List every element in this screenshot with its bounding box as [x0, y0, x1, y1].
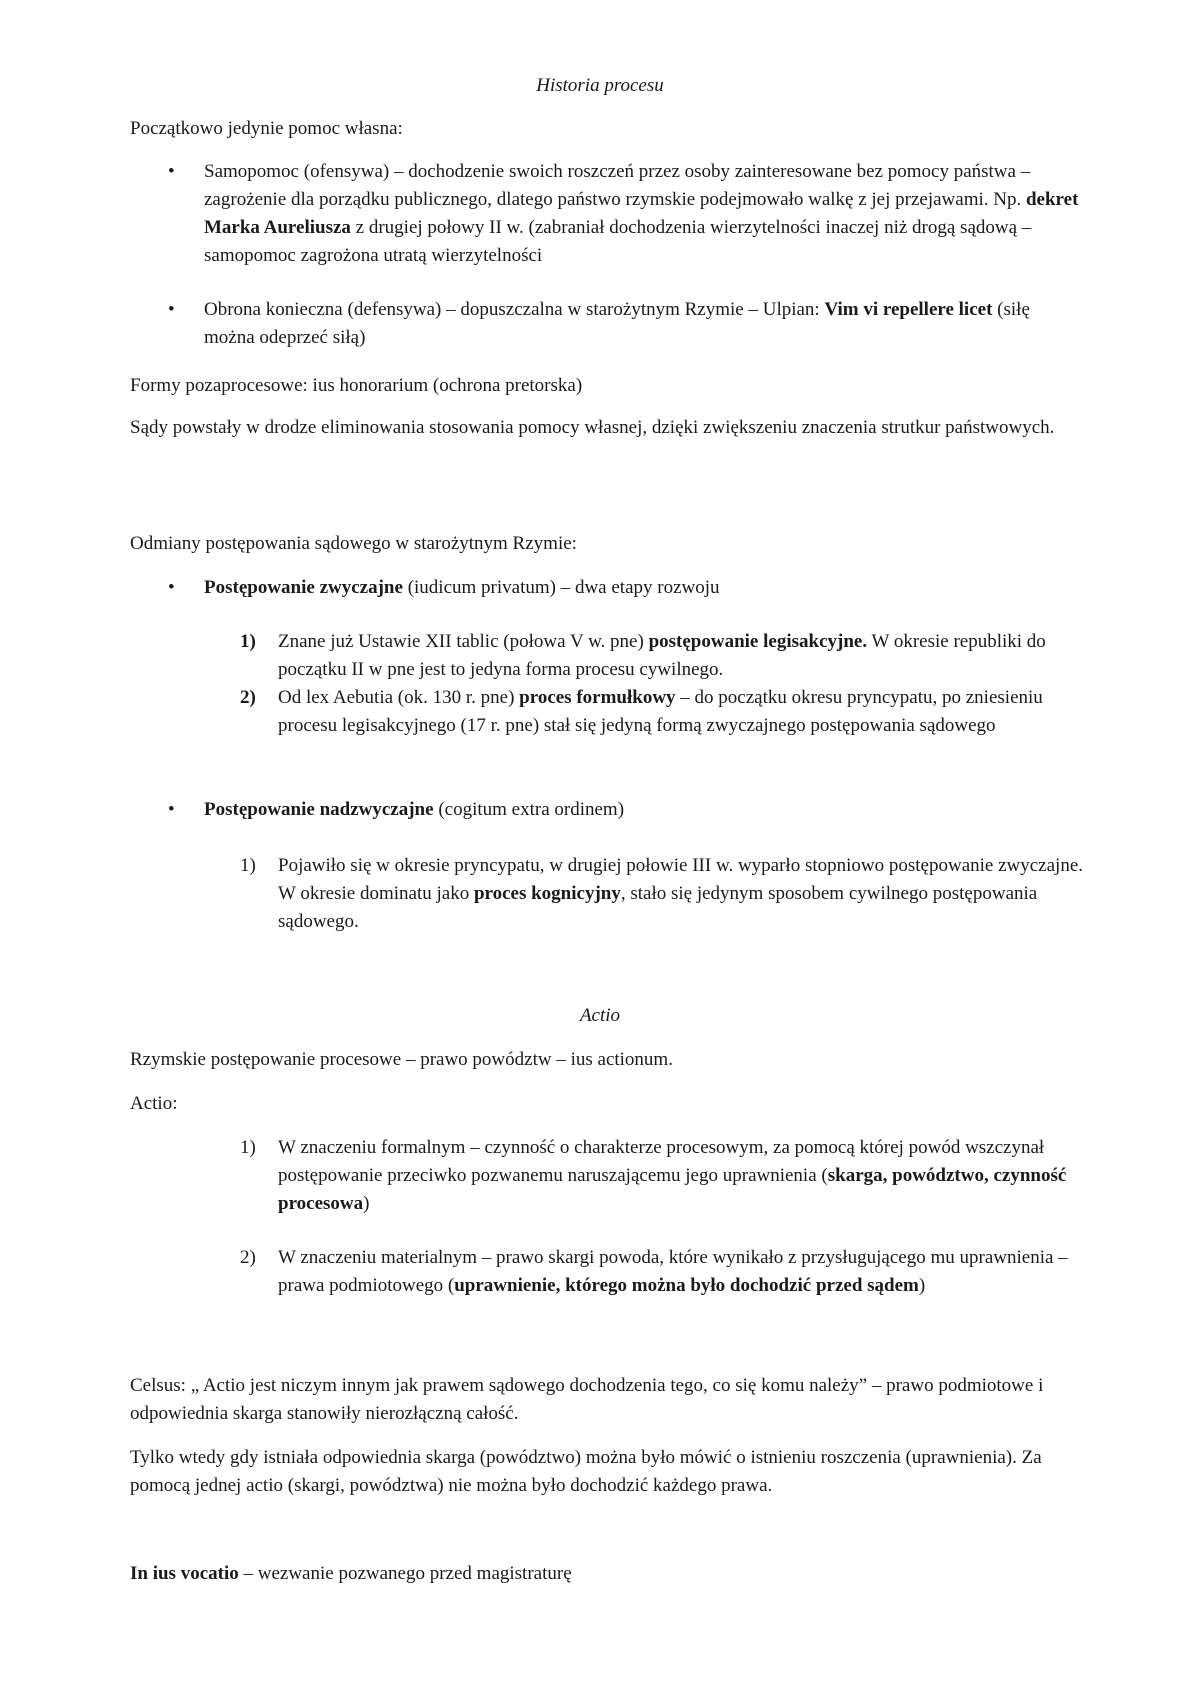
paragraph-actio-label: Actio: [130, 1093, 178, 1114]
bullet-postepowanie-zwyczajne: Postępowanie zwyczajne (iudicum privatum) – dwa etapy rozwoju [204, 577, 720, 598]
list-number: 1) [240, 1137, 256, 1158]
paragraph-formy: Formy pozaprocesowe: ius honorarium (ochrona pretorska) [130, 375, 583, 396]
paragraph-in-ius-vocatio: In ius vocatio – wezwanie pozwanego przed magistraturę [130, 1563, 572, 1584]
paragraph-odmiany: Odmiany postępowania sądowego w starożytnym Rzymie: [130, 533, 577, 554]
paragraph-intro: Początkowo jedynie pomoc własna: [130, 118, 403, 139]
bullet-icon [168, 796, 188, 824]
list-item-znaczenie-formalne: W znaczeniu formalnym – czynność o charakterze procesowym, za pomocą której powód wszczynał postępowanie przeciwko pozwanemu naruszającemu jego uprawnienia (skarga, powództwo, czynność procesowa) [278, 1137, 1067, 1214]
heading-historia-procesu: Historia procesu [536, 75, 664, 96]
bullet-obrona-konieczna: Obrona konieczna (defensywa) – dopuszczalna w starożytnym Rzymie – Ulpian: Vim vi repellere licet (siłę można odeprzeć siłą) [204, 299, 1030, 348]
paragraph-rzymskie: Rzymskie postępowanie procesowe – prawo powództw – ius actionum. [130, 1049, 673, 1070]
bullet-icon [168, 158, 188, 186]
paragraph-sady: Sądy powstały w drodze eliminowania stosowania pomocy własnej, dzięki zwiększeniu znaczenia strutkur państwowych. [130, 417, 1055, 438]
paragraph-celsus: Celsus: „ Actio jest niczym innym jak prawem sądowego dochodzenia tego, co się komu należy” – prawo podmiotowe i odpowiednia skarga stanowiły nierozłączną całość. [130, 1375, 1044, 1424]
list-item-kognicyjny: Pojawiło się w okresie pryncypatu, w drugiej połowie III w. wyparło stopniowo postępowanie zwyczajne. W okresie dominatu jako proces kognicyjny, stało się jedynym sposobem cywilnego postępowania sądowego. [278, 855, 1084, 932]
list-item-znaczenie-materialne: W znaczeniu materialnym – prawo skargi powoda, które wynikało z przysługującego mu uprawnienia – prawa podmiotowego (uprawnienie, którego można było dochodzić przed sądem) [278, 1247, 1068, 1296]
list-number: 1) [240, 631, 256, 652]
list-number: 2) [240, 687, 256, 708]
paragraph-tylko-wtedy: Tylko wtedy gdy istniała odpowiednia skarga (powództwo) można było mówić o istnieniu roszczenia (uprawnienia). Za pomocą jednej actio (skargi, powództwa) nie można było dochodzić każdego prawa. [130, 1447, 1042, 1496]
list-number: 2) [240, 1247, 256, 1268]
bullet-samopomoc: Samopomoc (ofensywa) – dochodzenie swoich roszczeń przez osoby zainteresowane bez pomocy państwa – zagrożenie dla porządku publicznego, dlatego państwo rzymskie podejmowało walkę z jej przejawami. Np. dekret Marka Aureliusza z drugiej połowy II w. (zabraniał dochodzenia wierzytelności inaczej niż drogą sądową – samopomoc zagrożona utratą wierzytelności [204, 161, 1079, 266]
list-item-legisakcyjne: Znane już Ustawie XII tablic (połowa V w. pne) postępowanie legisakcyjne. W okresie republiki do początku II w pne jest to jedyna forma procesu cywilnego. [278, 631, 1046, 680]
list-number: 1) [240, 855, 256, 876]
bullet-postepowanie-nadzwyczajne: Postępowanie nadzwyczajne (cogitum extra ordinem) [204, 799, 625, 820]
heading-actio: Actio [579, 1005, 621, 1026]
bullet-icon [168, 296, 188, 324]
bullet-icon [168, 574, 188, 602]
list-item-formulkowy: Od lex Aebutia (ok. 130 r. pne) proces formułkowy – do początku okresu pryncypatu, po zniesieniu procesu legisakcyjnego (17 r. pne) stał się jedyną formą zwyczajnego postępowania sądowego [278, 687, 1043, 736]
